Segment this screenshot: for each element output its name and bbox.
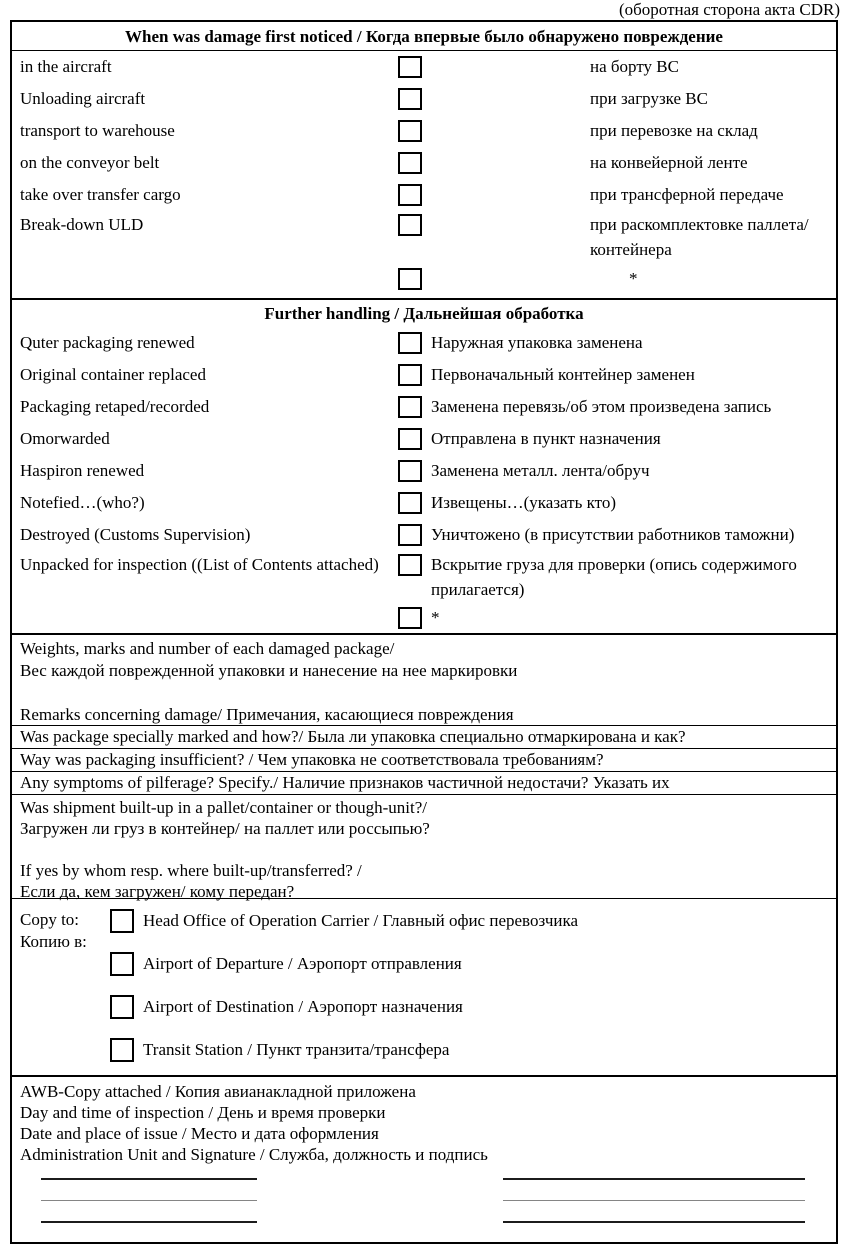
row-label-en: take over transfer cargo [20, 185, 181, 204]
row-label-ru: при раскомплектовке паллета/контейнера [590, 215, 809, 259]
row-label-ru: при трансферной передаче [590, 185, 784, 204]
checkbox-head-office[interactable] [110, 909, 134, 933]
checkbox-destroyed[interactable] [398, 524, 422, 546]
form-row-conveyor-belt [12, 147, 836, 179]
copy-option-head-office [110, 909, 828, 933]
section-signoff [12, 1075, 836, 1242]
form-row-metal-band [12, 455, 836, 487]
text-line: Remarks concerning damage/ Примечания, касающиеся повреждения [20, 705, 514, 724]
copy-option-label: Airport of Destination / Аэропорт назначения [143, 997, 463, 1016]
row-label-en: Notefied…(who?) [20, 493, 145, 512]
row-label-ru: Извещены…(указать кто) [431, 493, 616, 512]
checkbox-outer-packaging[interactable] [398, 332, 422, 354]
text-line: Was shipment built-up in a pallet/container or though-unit?/ [20, 798, 428, 817]
asterisk-mark: * [431, 608, 440, 627]
blank-line [20, 839, 828, 860]
form-row-breakdown-uld [12, 211, 836, 259]
copy-to-label [20, 909, 110, 1075]
signature-line [503, 1221, 805, 1223]
row-label-en: on the conveyor belt [20, 153, 160, 172]
row-label-ru: Отправлена в пункт назначения [431, 429, 661, 448]
copy-option-label: Airport of Departure / Аэропорт отправления [143, 954, 462, 973]
signature-line [41, 1200, 257, 1201]
row-label-ru: при перевозке на склад [590, 121, 758, 140]
row-label-en: Omorwarded [20, 429, 110, 448]
checkbox-airport-destination[interactable] [110, 995, 134, 1019]
row-label-ru: при загрузке ВС [590, 89, 708, 108]
copy-option-transit-station [110, 1038, 828, 1062]
row-label-en: Unloading aircraft [20, 89, 146, 108]
text-line: Загружен ли груз в контейнер/ на паллет или россыпью? [20, 819, 430, 838]
form-row-unpacked-inspection [12, 551, 836, 603]
checkbox-transport-warehouse[interactable] [398, 120, 422, 142]
form-row-transport-warehouse [12, 115, 836, 147]
copy-option-label: Head Office of Operation Carrier / Главный офис перевозчика [143, 911, 579, 930]
checkbox-transfer-cargo[interactable] [398, 184, 422, 206]
row-label-ru: на борту ВС [590, 57, 679, 76]
row-label-en: Quter packaging renewed [20, 333, 195, 352]
checkbox-in-aircraft[interactable] [398, 56, 422, 78]
row-label-en: Destroyed (Customs Supervision) [20, 525, 251, 544]
row-label-en: transport to warehouse [20, 121, 175, 140]
section-shipment-builtup [12, 794, 836, 901]
checkbox-notified[interactable] [398, 492, 422, 514]
copy-to-label-en: Copy to: [20, 910, 80, 929]
checkbox-forwarded[interactable] [398, 428, 422, 450]
section-weights-marks [12, 633, 836, 725]
checkbox-airport-departure[interactable] [110, 952, 134, 976]
question-row-packaging-insufficient: Way was packaging insufficient? / Чем упаковка не соответствовала требованиям? [12, 748, 836, 771]
text-line-inspection-time: Day and time of inspection / День и время проверки [20, 1103, 386, 1122]
row-label-ru: Уничтожено (в присутствии работников таможни) [431, 525, 795, 544]
signature-line [41, 1178, 257, 1180]
signature-line [503, 1178, 805, 1180]
checkbox-conveyor-belt[interactable] [398, 152, 422, 174]
signature-area [20, 1178, 828, 1223]
row-label-ru: Наружная упаковка заменена [431, 333, 643, 352]
text-line: Если да, кем загружен/ кому передан? [20, 882, 295, 901]
checkbox-transit-station[interactable] [110, 1038, 134, 1062]
checkbox-breakdown-uld[interactable] [398, 214, 422, 236]
text-line-awb-copy: AWB-Copy attached / Копия авианакладной приложена [20, 1082, 416, 1101]
text-line-issue-date: Date and place of issue / Место и дата оформления [20, 1124, 379, 1143]
row-label-en: Unpacked for inspection ((List of Contents attached) [20, 555, 379, 574]
row-label-ru: на конвейерной ленте [590, 153, 748, 172]
checkbox-packaging-retaped[interactable] [398, 396, 422, 418]
signature-line [41, 1221, 257, 1223]
section-further-handling [12, 298, 836, 633]
copy-option-airport-destination [110, 995, 828, 1019]
copy-option-label: Transit Station / Пункт транзита/трансфера [143, 1040, 450, 1059]
row-label-ru: Заменена перевязь/об этом произведена запись [431, 397, 772, 416]
form-row-packaging-retaped [12, 391, 836, 423]
section-title-further-handling: Further handling / Дальнейшая обработка [264, 304, 584, 323]
copy-to-options [110, 909, 828, 1075]
section-when-damage-noticed [12, 22, 836, 298]
form-outer-box [10, 20, 838, 1244]
row-label-ru: Вскрытие груза для проверки (опись содержимого прилагается) [431, 555, 797, 599]
row-label-en: Packaging retaped/recorded [20, 397, 210, 416]
checkbox-metal-band[interactable] [398, 460, 422, 482]
row-label-en: Original container replaced [20, 365, 206, 384]
form-row-unloading-aircraft [12, 83, 836, 115]
asterisk-mark: * [629, 268, 638, 288]
form-row-other-asterisk [12, 603, 836, 633]
signature-line [503, 1200, 805, 1201]
section-title-when-noticed: When was damage first noticed / Когда впервые было обнаружено повреждение [12, 22, 836, 51]
form-row-destroyed [12, 519, 836, 551]
row-label-en: Haspiron renewed [20, 461, 145, 480]
row-label-ru: Заменена металл. лента/обруч [431, 461, 650, 480]
text-line: If yes by whom resp. where built-up/transferred? / [20, 861, 362, 880]
form-row-in-aircraft [12, 51, 836, 83]
form-row-transfer-cargo [12, 179, 836, 211]
checkbox-other[interactable] [398, 268, 422, 290]
form-row-outer-packaging [12, 327, 836, 359]
text-line: Weights, marks and number of each damaged package/ [20, 639, 395, 658]
form-row-notified [12, 487, 836, 519]
form-row-forwarded [12, 423, 836, 455]
form-row-container-replaced [12, 359, 836, 391]
page-note: (оборотная сторона акта CDR) [619, 0, 840, 19]
copy-to-label-ru: Копию в: [20, 932, 87, 951]
text-line-admin-signature: Administration Unit and Signature / Служба, должность и подпись [20, 1145, 488, 1164]
text-line: Вес каждой поврежденной упаковки и нанесение на нее маркировки [20, 661, 518, 680]
form-row-other-asterisk [12, 259, 836, 298]
signature-lines-left [41, 1178, 257, 1223]
copy-option-airport-departure [110, 952, 828, 976]
question-row-pilferage: Any symptoms of pilferage? Specify./ Наличие признаков частичной недостачи? Указать их [12, 771, 836, 794]
section-copy-to [12, 898, 836, 1075]
row-label-en: in the aircraft [20, 57, 112, 76]
blank-line [20, 682, 828, 704]
row-label-ru: Первоначальный контейнер заменен [431, 365, 695, 384]
checkbox-container-replaced[interactable] [398, 364, 422, 386]
question-row-specially-marked: Was package specially marked and how?/ Была ли упаковка специально отмаркирована и как? [12, 725, 836, 748]
row-label-en: Break-down ULD [20, 215, 144, 234]
checkbox-other[interactable] [398, 607, 422, 629]
signature-lines-right [503, 1178, 805, 1223]
checkbox-unloading-aircraft[interactable] [398, 88, 422, 110]
checkbox-unpacked-inspection[interactable] [398, 554, 422, 576]
